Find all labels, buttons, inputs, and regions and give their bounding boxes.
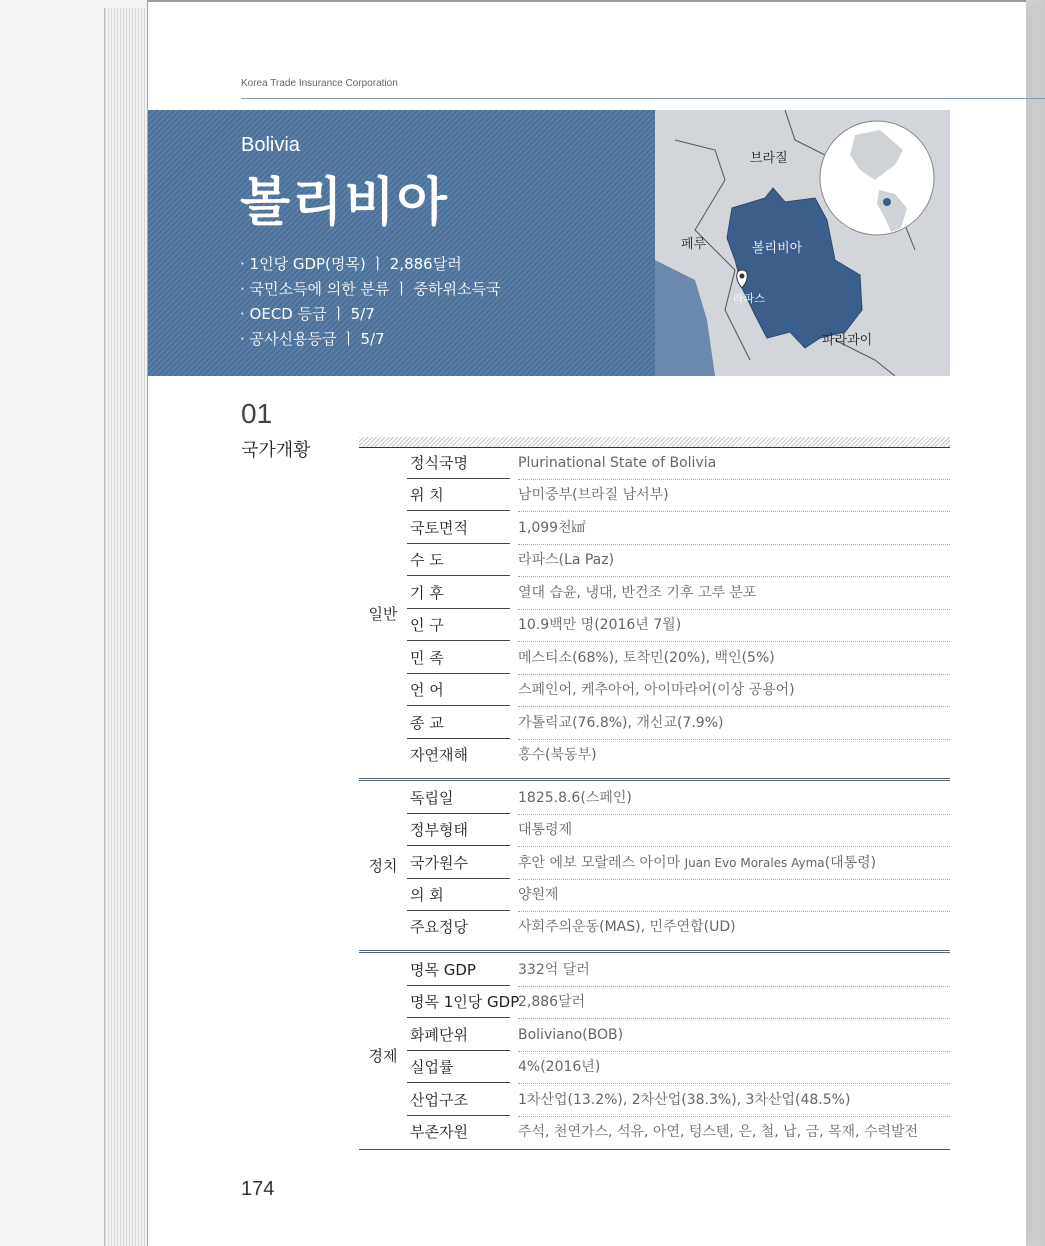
row-value: 1,099천㎢ <box>518 513 950 545</box>
group-general <box>359 448 950 772</box>
row-label: 부존자원 <box>410 1123 468 1141</box>
table-row <box>407 1052 950 1084</box>
country-kr-name: 볼리비아 <box>240 173 449 233</box>
head-of-state-title: (대통령) <box>824 855 877 871</box>
row-value: 라파스(La Paz) <box>518 545 950 577</box>
row-value: 4%(2016년) <box>518 1052 950 1084</box>
table-row <box>407 708 950 740</box>
row-label: 국가원수 <box>407 848 510 879</box>
row-value: 메스티소(68%), 토착민(20%), 백인(5%) <box>518 643 950 675</box>
table-row <box>407 578 950 610</box>
header-rule <box>241 98 1045 99</box>
table-row <box>407 880 950 912</box>
country-banner <box>148 110 655 376</box>
table-row <box>407 912 950 944</box>
row-label: 언 어 <box>407 675 510 706</box>
row-value: 332억 달러 <box>518 955 950 987</box>
row-value: 사회주의운동(MAS), 민주연합(UD) <box>518 919 736 935</box>
location-map <box>655 110 950 376</box>
group-economy <box>359 955 950 1149</box>
section-title: 국가개황 <box>241 440 311 461</box>
row-value: 10.9백만 명(2016년 7월) <box>518 610 950 642</box>
table-row <box>407 783 950 815</box>
row-value: 홍수(북동부) <box>518 747 597 763</box>
row-label: 독립일 <box>407 783 510 814</box>
header-org: Korea Trade Insurance Corporation <box>241 78 398 89</box>
category-politics: 정치 <box>368 857 398 875</box>
category-general: 일반 <box>368 605 398 623</box>
row-label: 화폐단위 <box>407 1020 510 1051</box>
row-value <box>518 848 950 880</box>
table-row <box>407 987 950 1019</box>
row-label: 정부형태 <box>407 815 510 846</box>
row-label: 주요정당 <box>410 918 468 936</box>
row-label: 실업률 <box>407 1052 510 1083</box>
table-row <box>407 513 950 545</box>
category-economy: 경제 <box>368 1047 398 1065</box>
table-row <box>407 740 950 772</box>
table-row <box>407 955 950 987</box>
row-value: 2,886달러 <box>518 987 950 1019</box>
globe-marker <box>883 198 891 206</box>
row-label: 자연재해 <box>410 746 468 764</box>
map-label-brazil: 브라질 <box>750 151 788 166</box>
row-label: 수 도 <box>407 545 510 576</box>
table-row <box>407 815 950 847</box>
group-divider <box>359 950 950 953</box>
row-label: 종 교 <box>407 708 510 739</box>
map-graphic <box>655 110 950 376</box>
row-value: Plurinational State of Bolivia <box>518 448 950 480</box>
row-label: 명목 GDP <box>407 955 510 986</box>
row-value: 주석, 천연가스, 석유, 아연, 텅스텐, 은, 철, 납, 금, 목재, 수력발전 <box>518 1124 919 1140</box>
row-label: 국토면적 <box>407 513 510 544</box>
row-value: 1차산업(13.2%), 2차산업(38.3%), 3차산업(48.5%) <box>518 1085 950 1117</box>
table-row <box>407 675 950 707</box>
map-label-peru: 페루 <box>681 237 707 252</box>
row-value: Boliviano(BOB) <box>518 1020 950 1052</box>
map-label-bolivia: 볼리비아 <box>752 241 803 256</box>
map-label-lapaz: 라파스 <box>733 292 765 305</box>
table-row <box>407 545 950 577</box>
table-row <box>407 480 950 512</box>
row-label: 명목 1인당 GDP <box>407 987 510 1018</box>
table-row <box>407 1117 950 1149</box>
row-label: 산업구조 <box>407 1085 510 1116</box>
row-value: 양원제 <box>518 880 950 912</box>
row-label: 민 족 <box>407 643 510 674</box>
row-label: 위 치 <box>407 480 510 511</box>
table-row <box>407 448 950 480</box>
row-value: 스페인어, 케추아어, 아이마라어(이상 공용어) <box>518 675 950 707</box>
fact-oecd: · OECD 등급 ㅣ 5/7 <box>240 305 375 323</box>
table-row <box>407 1085 950 1117</box>
row-label: 기 후 <box>407 578 510 609</box>
country-en-name: Bolivia <box>241 134 300 156</box>
page-number: 174 <box>241 1178 275 1200</box>
row-label: 의 회 <box>407 880 510 911</box>
fact-income-class: · 국민소득에 의한 분류 ㅣ 중하위소득국 <box>240 280 501 298</box>
group-politics <box>359 783 950 943</box>
table-row <box>407 643 950 675</box>
row-value: 가톨릭교(76.8%), 개신교(7.9%) <box>518 708 950 740</box>
section-number: 01 <box>241 398 273 429</box>
book-spine <box>104 8 149 1246</box>
map-label-paraguay: 파라과이 <box>822 333 873 348</box>
country-facts <box>240 252 500 352</box>
fact-gdp: · 1인당 GDP(명목) ㅣ 2,886달러 <box>240 255 462 273</box>
row-label: 인 구 <box>407 610 510 641</box>
row-value: 열대 습윤, 냉대, 반건조 기후 고루 분포 <box>518 578 950 610</box>
head-of-state-kr: 후안 에보 모랄레스 아이마 <box>518 855 685 871</box>
table-row <box>407 848 950 880</box>
table-header-band <box>359 437 950 448</box>
head-of-state-en: Juan Evo Morales Ayma <box>684 856 825 870</box>
row-value: 1825.8.6(스페인) <box>518 783 950 815</box>
row-value: 대통령제 <box>518 815 950 847</box>
fact-credit: · 공사신용등급 ㅣ 5/7 <box>240 330 385 348</box>
table-row <box>407 610 950 642</box>
row-value: 남미중부(브라질 남서부) <box>518 480 950 512</box>
table-bottom-rule <box>359 1149 950 1150</box>
group-divider <box>359 778 950 781</box>
table-row <box>407 1020 950 1052</box>
row-label: 정식국명 <box>407 448 510 479</box>
